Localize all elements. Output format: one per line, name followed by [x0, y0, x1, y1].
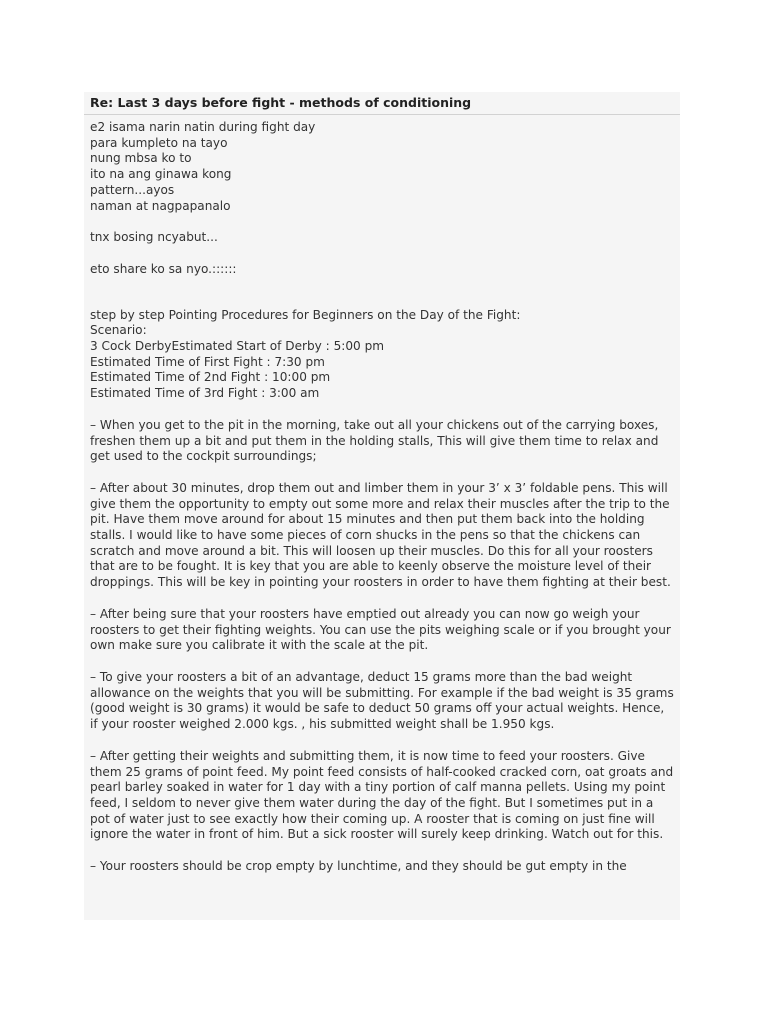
intro-line: e2 isama narin natin during fight day	[90, 120, 316, 134]
intro-line: nung mbsa ko to	[90, 151, 192, 166]
procedure-lines	[90, 308, 674, 402]
procedure-line: 3 Cock DerbyEstimated Start of Derby : 5:00 pm	[90, 339, 385, 354]
intro-line: naman at nagpapanalo	[90, 198, 231, 213]
procedure-line: Estimated Time of 2nd Fight : 10:00 pm	[90, 370, 331, 385]
paragraph: – To give your roosters a bit of an advantage, deduct 15 grams more than the bad weight allowance on the weights that you will be submitting. For example if the bad weight is 35 grams (good weight is 30 grams) it would be safe to deduct 50 grams off your actual weights. Hence, if your rooster weighed 2.000 kgs. , his submitted weight shall be 1.950 kgs.	[90, 669, 674, 732]
intro-lines	[90, 120, 674, 214]
post-body	[84, 115, 680, 875]
paragraph: – After about 30 minutes, drop them out and limber them in your 3’ x 3’ foldable pens. This will give them the opportunity to empty out some more and relax their muscles after the trip to the pit. Have them move around for about 15 minutes and then put them back into the holding stalls. I would like to have some pieces of corn shucks in the pens so that the chickens can scratch and move around a bit. This will loosen up their muscles. Do this for all your roosters that are to be fought. It is key that you are able to keenly observe the moisture level of their droppings. This will be key in pointing your roosters in order to have them fighting at their best.	[90, 480, 671, 590]
thanks-line: tnx bosing ncyabut...	[90, 230, 218, 245]
post-title: Re: Last 3 days before fight - methods of conditioning	[84, 92, 680, 115]
forum-post	[84, 92, 680, 920]
paragraph: – Your roosters should be crop empty by lunchtime, and they should be gut empty in the	[90, 859, 627, 874]
paragraph: – After getting their weights and submitting them, it is now time to feed your roosters. Give them 25 grams of point feed. My point feed consists of half-cooked cracked corn, oat groats and pearl barley soaked in water for 1 day with a tiny portion of calf manna pellets. Using my point feed, I seldom to never give them water during the day of the fight. But I sometimes put in a pot of water just to see exactly how their coming up. A rooster that is coming on just fine will ignore the water in front of him. But a sick rooster will surely keep drinking. Watch out for this.	[90, 748, 674, 842]
intro-line: ito na ang ginawa kong	[90, 167, 232, 182]
intro-line: pattern...ayos	[90, 182, 175, 197]
procedure-line: Estimated Time of First Fight : 7:30 pm	[90, 354, 325, 369]
paragraph: – After being sure that your roosters have emptied out already you can now go weigh your roosters to get their fighting weights. You can use the pits weighing scale or if you brought your own make sure you calibrate it with the scale at the pit.	[90, 606, 671, 653]
intro-line: para kumpleto na tayo	[90, 135, 228, 150]
paragraph: – When you get to the pit in the morning, take out all your chickens out of the carrying boxes, freshen them up a bit and put them in the holding stalls, This will give them time to relax and get used to the cockpit surroundings;	[90, 417, 659, 464]
procedure-line: Scenario:	[90, 323, 147, 338]
procedure-line: step by step Pointing Procedures for Beginners on the Day of the Fight:	[90, 307, 521, 322]
procedure-line: Estimated Time of 3rd Fight : 3:00 am	[90, 386, 320, 401]
share-line: eto share ko sa nyo.::::::	[90, 261, 237, 276]
